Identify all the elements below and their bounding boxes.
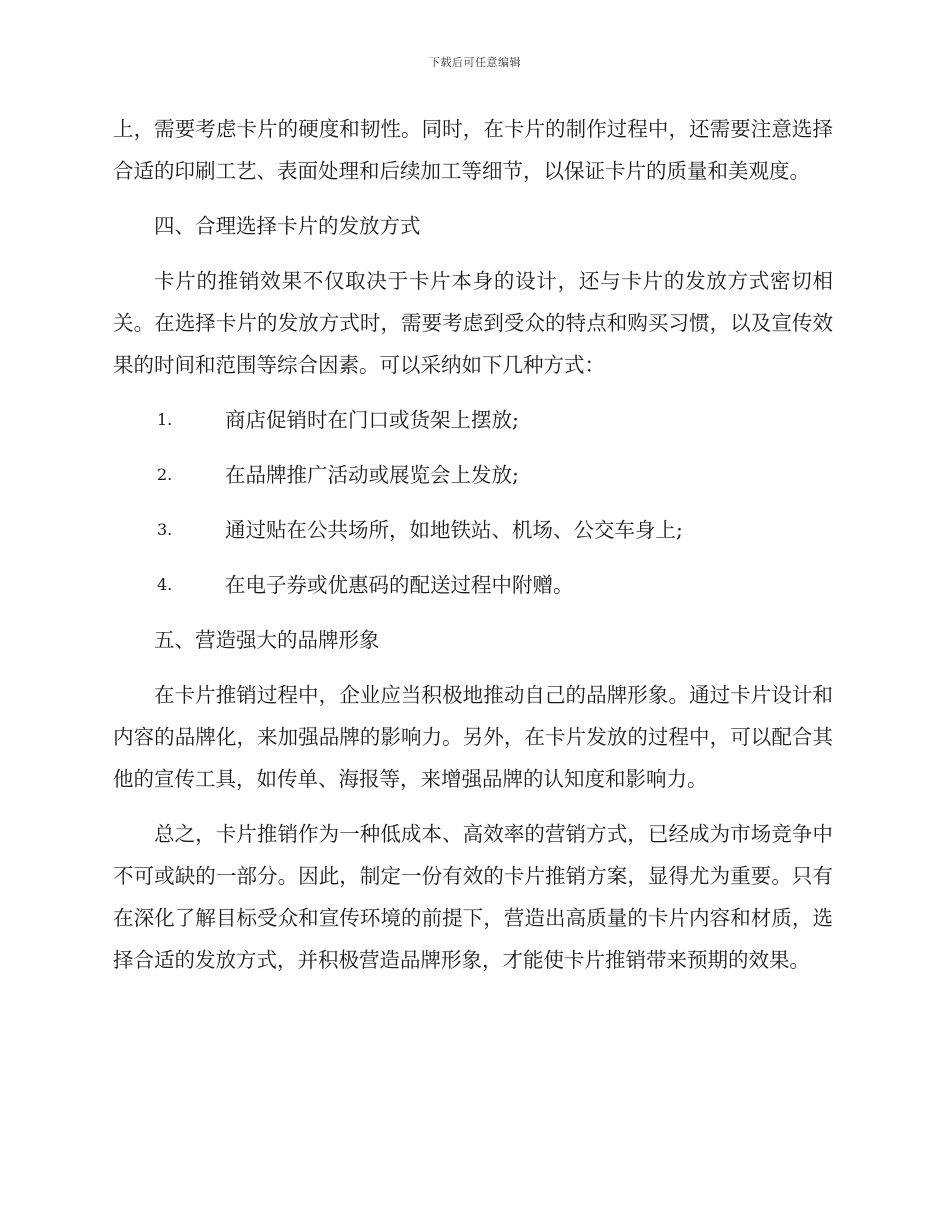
paragraph-continuation: 上，需要考虑卡片的硬度和韧性。同时，在卡片的制作过程中，还需要注意选择合适的印刷工艺、表面处理和后续加工等细节，以保证卡片的质量和美观度。 [113,117,833,183]
paragraph-distribution: 卡片的推销效果不仅取决于卡片本身的设计，还与卡片的发放方式密切相关。在选择卡片的发放方式时，需要考虑到受众的特点和购买习惯，以及宣传效果的时间和范围等综合因素。可以采纳如下几种方式： [113,269,833,377]
list-item-number: 3. [157,520,173,539]
list-item [113,399,833,441]
section-heading-five: 五、营造强大的品牌形象 [154,628,380,652]
list-item-text: 在品牌推广活动或展览会上发放; [225,463,519,487]
list-item-number: 1. [157,410,173,429]
page-header: 下载后可任意编辑 [429,56,521,69]
list-item-text: 通过贴在公共场所，如地铁站、机场、公交车身上; [225,518,683,542]
list-item-text: 商店促销时在门口或货架上摆放; [225,408,519,432]
list-item-number: 4. [157,575,173,594]
document-body [113,108,833,981]
paragraph-conclusion: 总之，卡片推销作为一种低成本、高效率的营销方式，已经成为市场竞争中不可或缺的一部分。因此，制定一份有效的卡片推销方案，显得尤为重要。只有在深化了解目标受众和宣传环境的前提下，营造出高质量的卡片内容和材质，选择合适的发放方式，并积极营造品牌形象，才能使卡片推销带来预期的效果。 [113,822,833,972]
list-item-number: 2. [157,465,173,484]
list-item [113,509,833,551]
list-item-text: 在电子券或优惠码的配送过程中附赠。 [225,573,574,597]
list-item [113,564,833,606]
list-item [113,454,833,496]
paragraph-brand-image: 在卡片推销过程中，企业应当积极地推动自己的品牌形象。通过卡片设计和内容的品牌化，来加强品牌的影响力。另外，在卡片发放的过程中，可以配合其他的宣传工具，如传单、海报等，来增强品牌的认知度和影响力。 [113,683,833,791]
section-heading-four: 四、合理选择卡片的发放方式 [154,214,421,238]
